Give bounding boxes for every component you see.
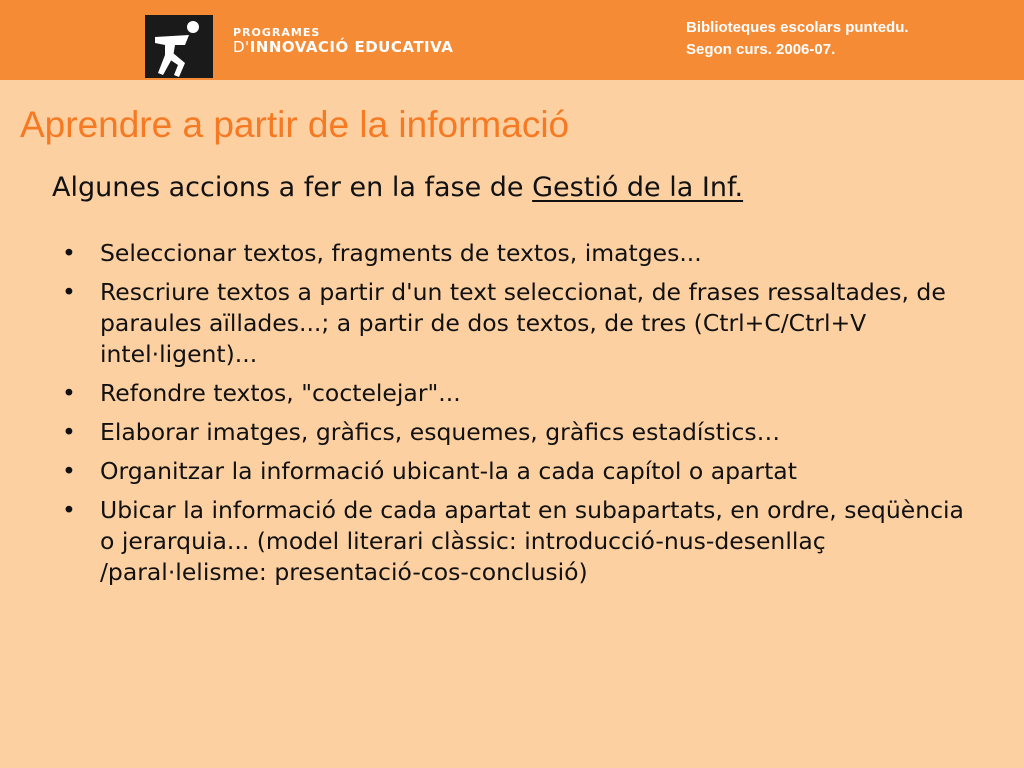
list-item: • Organitzar la informació ubicant-la a cada capítol o apartat — [62, 457, 797, 485]
list-item: • Ubicar la informació de cada apartat en subapartats, en ordre, seqüència o jerarquia... (model literari clàssic: introducció-nus-desenllaç /paral·lelisme: presentació-cos-conclusió) — [62, 496, 964, 586]
header-info-line2: Segon curs. 2006-07. — [686, 41, 836, 58]
header-bar — [0, 0, 1024, 80]
subtitle-underlined-text: Gestió de la Inf. — [532, 172, 744, 203]
programes-label: PROGRAMES — [233, 26, 321, 39]
list-item: • Rescriure textos a partir d'un text seleccionat, de frases ressaltades, de paraules aïllades...; a partir de dos textos, de tres (Ctrl+C/Ctrl+V intel·ligent)... — [62, 278, 946, 368]
bullet-icon: • — [62, 457, 76, 485]
slide-subtitle — [52, 172, 743, 203]
bullet-icon: • — [62, 239, 76, 267]
header-info — [686, 17, 909, 61]
list-item: • Elaborar imatges, gràfics, esquemes, gràfics estadístics… — [62, 418, 781, 446]
subtitle-text: Algunes accions a fer en la fase de — [52, 172, 533, 203]
list-item: • Seleccionar textos, fragments de textos, imatges... — [62, 239, 702, 267]
bullet-icon: • — [62, 379, 76, 407]
innovacio-educativa-label: D'INNOVACIÓ EDUCATIVA — [233, 38, 454, 56]
header-info-line1: Biblioteques escolars puntedu. — [686, 19, 909, 36]
list-item: • Refondre textos, "coctelejar"... — [62, 379, 461, 407]
action-list — [62, 238, 982, 596]
slide-title: Aprendre a partir de la informació — [20, 104, 570, 145]
running-figure-logo-icon — [145, 15, 213, 78]
bullet-icon: • — [62, 278, 76, 306]
bullet-icon: • — [62, 418, 76, 446]
bullet-icon: • — [62, 496, 76, 524]
